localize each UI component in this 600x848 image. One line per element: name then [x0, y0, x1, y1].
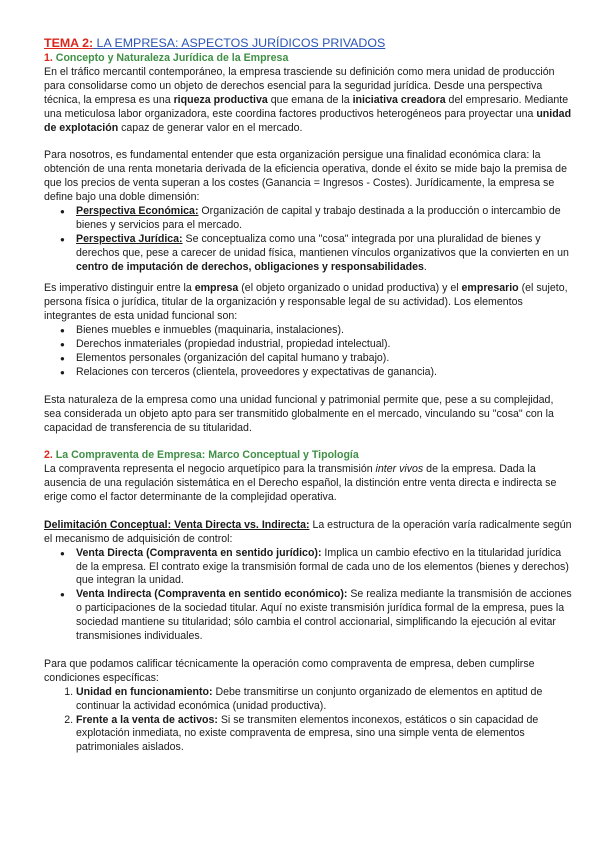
condition-text: Debe transmitirse un conjunto organizado de elementos en aptitud de continuar la actividad económica (unidad productiva). — [76, 685, 543, 712]
text-run: que emana de la — [267, 93, 353, 106]
sale-types-list — [44, 547, 572, 644]
text-run: Es imperativo distinguir entre la — [44, 282, 195, 295]
condition-label: Unidad en funcionamiento: — [76, 685, 213, 698]
page-title — [44, 36, 572, 51]
section-2-paragraph-2: Para que podamos calificar técnicamente la operación como compraventa de empresa, deben cumplirse condiciones específicas: — [44, 657, 535, 684]
delimitation-label: Delimitación Conceptual: Venta Directa vs. Indirecta: — [44, 518, 310, 531]
section-1-title: Concepto y Naturaleza Jurídica de la Empresa — [52, 52, 289, 64]
section-2-number: 2. — [44, 449, 53, 462]
condition-label: Frente a la venta de activos: — [76, 713, 218, 726]
elements-list — [44, 324, 572, 380]
section-2-title: La Compraventa de Empresa: Marco Conceptual y Tipología — [52, 449, 359, 462]
bold-run: empresario — [461, 282, 519, 295]
text-run: capaz de generar valor en el mercado. — [118, 121, 303, 134]
list-item — [76, 714, 572, 756]
bullet-text: Se realiza mediante la transmisión de acciones o participaciones de la sociedad titular. Aquí no existe transmisión jurídica formal de la empresa, pues la sociedad mantiene su titularidad; sólo cambia el control accionarial, simplificando la ejecución al evitar transmisiones individuales. — [76, 588, 572, 643]
section-1-paragraph-4: Esta naturaleza de la empresa como una unidad funcional y patrimonial permite que, pese a su complejidad, sea considerada un objeto apto para ser transmitido globalmente en el mercado, vinculando su "cosa" con la capacidad de transferencia de su titularidad. — [44, 393, 554, 434]
list-item — [76, 233, 572, 275]
document-page — [44, 36, 572, 755]
text-run: La estructura de la operación varía radicalmente según el mecanismo de adquisición de control: — [44, 518, 572, 545]
bold-run: iniciativa creadora — [352, 93, 446, 106]
section-1-number: 1. — [44, 52, 53, 64]
list-item: ● Derechos inmateriales (propiedad industrial, propiedad intelectual). — [76, 338, 572, 352]
section-2-heading — [44, 449, 572, 463]
bullet-text: Organización de capital y trabajo destinada a la producción o intercambio de bienes y servicios para el mercado. — [76, 204, 561, 231]
bullet-label: Perspectiva Jurídica: — [76, 232, 183, 245]
bullet-label: Venta Directa (Compraventa en sentido jurídico): — [76, 546, 322, 559]
dimension-list — [44, 205, 572, 275]
bold-run: unidad de explotación — [44, 107, 572, 134]
list-item — [76, 547, 572, 589]
text-run: (el objeto organizado o unidad productiva) y el — [238, 282, 462, 295]
text-run: En el tráfico mercantil contemporáneo, la empresa trasciende su definición como mera unidad de producción para consolidarse como un objeto de derechos esencial para la seguridad jurídica. Desde una perspectiva técnica, la empresa es una — [44, 65, 555, 106]
section-1-paragraph-2: Para nosotros, es fundamental entender que esta organización persigue una finalidad económica clara: la obtención de una renta monetaria derivada de la eficiencia operativa, donde el éxito se mide bajo la premisa de que los precios de venta superan a los costes (Ganancia = Ingresos - Costes). Jurídicamente, la empresa se define bajo una doble dimensión: — [44, 149, 567, 204]
list-item: ● Elementos personales (organización del capital humano y trabajo). — [76, 352, 572, 366]
bullet-label: Perspectiva Económica: — [76, 204, 199, 217]
section-2-paragraph-1 — [44, 463, 572, 505]
text-run: de la empresa. Dada la ausencia de una regulación sistemática en el Derecho español, la distinción entre venta directa e indirecta se erige como el factor determinante de la complejidad operativa. — [44, 463, 557, 504]
title-text: LA EMPRESA: ASPECTOS JURÍDICOS PRIVADOS — [93, 36, 386, 50]
text-run: (el sujeto, persona física o jurídica, titular de la organización y responsable legal de su actividad). Los elementos integrantes de esta unidad funcional son: — [44, 282, 568, 323]
section-1-paragraph-3 — [44, 282, 572, 324]
italic-run: inter vivos — [375, 463, 424, 476]
list-item: ● Relaciones con terceros (clientela, proveedores y expectativas de ganancia). — [76, 366, 572, 380]
bullet-text: Se conceptualiza como una "cosa" integrada por una pluralidad de bienes y derechos que, pese a carecer de unidad física, mantienen vínculos organizativos que la convierten en un — [76, 232, 569, 259]
list-item — [76, 205, 572, 233]
condition-text: Si se transmiten elementos inconexos, estáticos o sin capacidad de explotación inmediata, no existe compraventa de empresa, sino una simple venta de elementos patrimoniales aislados. — [76, 713, 539, 754]
section-1-paragraph-1 — [44, 66, 572, 136]
bold-run: riqueza productiva — [173, 93, 268, 106]
text-run: . — [423, 260, 427, 273]
bullet-label: Venta Indirecta (Compraventa en sentido económico): — [76, 588, 348, 601]
list-item — [76, 588, 572, 644]
title-topic-number: TEMA 2: — [44, 36, 94, 50]
bullet-text: Implica un cambio efectivo en la titularidad jurídica de la empresa. El contrato exige la transmisión formal de cada uno de los elementos (bienes y derechos) que integran la unidad. — [76, 546, 569, 587]
conditions-list — [44, 686, 572, 756]
text-run: La compraventa representa el negocio arquetípico para la transmisión — [44, 463, 376, 476]
text-run: del empresario. Mediante una meticulosa labor organizadora, este coordina factores productivos heterogéneos para proyectar una — [44, 93, 569, 120]
section-1-heading — [44, 52, 572, 66]
list-item: ● Bienes muebles e inmuebles (maquinaria, instalaciones). — [76, 324, 572, 338]
bold-run: centro de imputación de derechos, obligaciones y responsabilidades — [76, 260, 424, 273]
delimitation-paragraph — [44, 519, 572, 547]
bold-run: empresa — [194, 282, 239, 295]
list-item — [76, 686, 572, 714]
